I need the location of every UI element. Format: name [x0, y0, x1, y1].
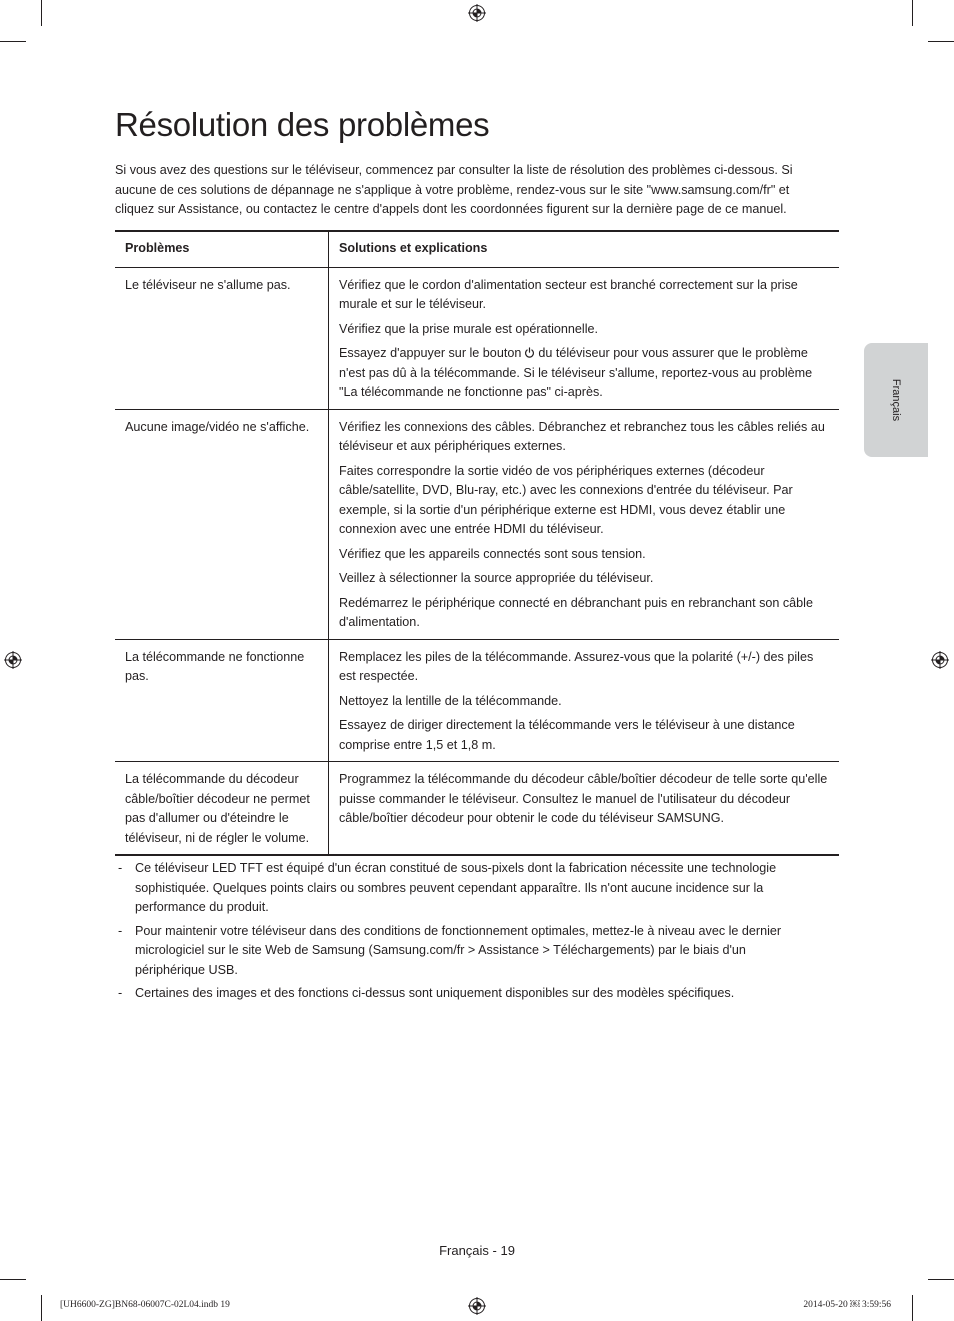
solutions-cell [329, 409, 840, 639]
solution-item: Faites correspondre la sortie vidéo de vos périphériques externes (décodeur câble/satellite, DVD, Blu-ray, etc.) avec les connexions d'entrée du téléviseur. Par exemple, si la sortie d'un périphérique externe est HDMI, vous devez établir une connexion avec une entrée HDMI du téléviseur. [339, 463, 793, 536]
crop-mark [928, 41, 954, 42]
solutions-cell [329, 267, 840, 409]
intro-paragraph: Si vous avez des questions sur le téléviseur, commencez par consulter la liste de résolution des problèmes ci-dessous. Si aucune de ces solutions de dépannage ne s'applique à votre problème, rendez-vous sur le site "www.samsung.com/fr" et cliquez sur Assistance, ou contactez le centre d'appels dont les coordonnées figurent sur la dernière page de ce manuel. [115, 163, 793, 216]
solution-item: Redémarrez le périphérique connecté en débranchant puis en rebranchant son câble d'alimentation. [339, 595, 813, 629]
page-number: Français - 19 [439, 1243, 515, 1258]
notes-list [115, 859, 815, 1008]
problem-cell: La télécommande ne fonctionne pas. [115, 639, 329, 762]
page-title: Résolution des problèmes [115, 106, 490, 143]
registration-mark-icon [931, 651, 949, 669]
solution-item [339, 344, 831, 403]
table-row [115, 639, 839, 762]
crop-mark [0, 41, 26, 42]
note-item [115, 859, 815, 918]
crop-mark [41, 1295, 42, 1321]
crop-mark [912, 1295, 913, 1321]
note-bullet: - [118, 923, 123, 938]
table-row [115, 409, 839, 639]
note-text: Ce téléviseur LED TFT est équipé d'un écran constitué de sous-pixels dont la fabrication nécessite une technologie sophistiquée. Quelques points clairs ou sombres peuvent cependant apparaître. Ils n'ont aucune incidence sur la performance du produit. [135, 861, 777, 914]
solution-text-after-icon: du téléviseur pour vous assurer que le problème n'est pas dû à la télécommande. Si le téléviseur s'allume, reportez-vous au problème "La télécommande ne fonctionne pas" ci-après. [339, 346, 813, 399]
note-item [115, 984, 815, 1004]
power-icon [524, 347, 535, 358]
solution-item: Programmez la télécommande du décodeur câble/boîtier décodeur de telle sorte qu'elle puisse commander le téléviseur. Consultez le manuel de l'utilisateur du décodeur câble/boîtier décodeur pour obtenir le code du téléviseur SAMSUNG. [339, 772, 828, 825]
solution-text-before-icon: Essayez d'appuyer sur le bouton [339, 346, 522, 360]
solution-item: Nettoyez la lentille de la télécommande. [339, 693, 562, 708]
solution-item: Essayez de diriger directement la télécommande vers le téléviseur à une distance comprise entre 1,5 et 1,8 m. [339, 718, 795, 752]
table-row [115, 267, 839, 409]
solution-item: Vérifiez que le cordon d'alimentation secteur est branché correctement sur la prise murale et sur le téléviseur. [339, 277, 798, 311]
note-item [115, 922, 815, 981]
note-text: Pour maintenir votre téléviseur dans des conditions de fonctionnement optimales, mettez-le à niveau avec le dernier micrologiciel sur le site Web de Samsung (Samsung.com/fr > Assistance > Téléchargements) par le biais d'un périphérique USB. [135, 923, 782, 977]
solution-item: Remplacez les piles de la télécommande. Assurez-vous que la polarité (+/-) des piles est respectée. [339, 649, 814, 683]
registration-mark-icon [468, 4, 486, 22]
note-text: Certaines des images et des fonctions ci-dessus sont uniquement disponibles sur des modèles spécifiques. [135, 986, 735, 1000]
registration-mark-icon [468, 1297, 486, 1315]
solution-item: Vérifiez que la prise murale est opérationnelle. [339, 321, 599, 336]
column-header-problems: Problèmes [115, 231, 329, 267]
crop-mark [41, 0, 42, 26]
table-header-row [115, 231, 839, 267]
solutions-cell [329, 639, 840, 762]
crop-mark [928, 1279, 954, 1280]
table-row [115, 762, 839, 856]
note-bullet: - [118, 861, 123, 875]
solution-item: Vérifiez les connexions des câbles. Débranchez et rebranchez tous les câbles reliés au téléviseur et aux périphériques externes. [339, 419, 825, 453]
language-side-tab [864, 343, 928, 457]
language-tab-label: Français [890, 378, 902, 422]
column-header-solutions: Solutions et explications [329, 231, 840, 267]
print-file-info: [UH6600-ZG]BN68-06007C-02L04.indb 19 [60, 1300, 230, 1310]
problem-cell: Aucune image/vidéo ne s'affiche. [115, 409, 329, 639]
troubleshooting-table [115, 230, 839, 856]
solution-item: Veillez à sélectionner la source appropriée du téléviseur. [339, 571, 654, 585]
solution-item: Vérifiez que les appareils connectés sont sous tension. [339, 546, 646, 561]
problem-cell: Le téléviseur ne s'allume pas. [115, 267, 329, 409]
problem-cell: La télécommande du décodeur câble/boîtier décodeur ne permet pas d'allumer ou d'éteindre le téléviseur, ni de régler le volume. [115, 762, 329, 856]
registration-mark-icon [4, 651, 22, 669]
note-bullet: - [118, 986, 123, 1000]
crop-mark [912, 0, 913, 26]
print-date-info: 2014-05-20 ￼ 3:59:56 [803, 1300, 891, 1310]
solutions-cell [329, 762, 840, 856]
crop-mark [0, 1279, 26, 1280]
